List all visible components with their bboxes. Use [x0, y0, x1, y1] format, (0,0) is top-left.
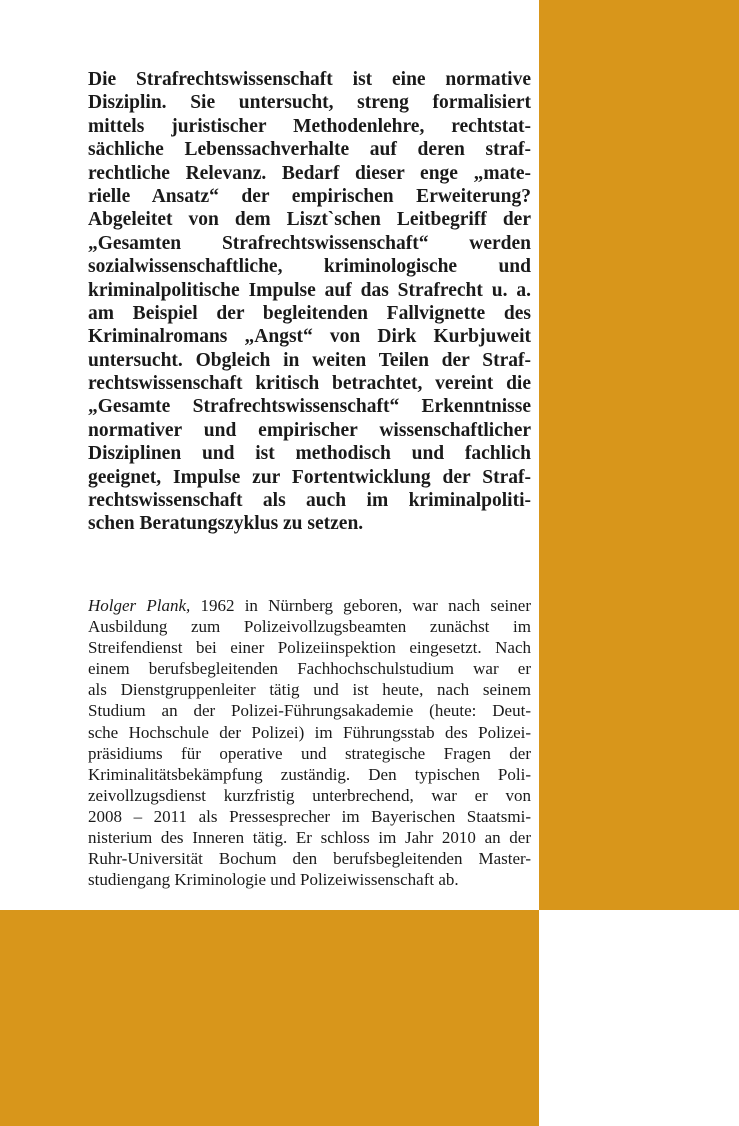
abstract-line: rechtswissenschaft als auch im kriminalpoliti- [88, 490, 531, 512]
bio-line: zeivollzugsdienst kurzfristig unterbrechend, war er von [88, 785, 531, 805]
bio-line: Ausbildung zum Polizeivollzugsbeamten zunächst im [88, 617, 531, 637]
abstract-line: Kriminalromans „Angst“ von Dirk Kurbjuweit [88, 326, 531, 348]
abstract-line: rechtliche Relevanz. Bedarf dieser enge „mate- [88, 162, 531, 184]
bio-line: studiengang Kriminologie und Polizeiwissenschaft ab. [88, 870, 459, 890]
author-bio [88, 595, 531, 890]
abstract-line: „Gesamte Strafrechtswissenschaft“ Erkenntnisse [88, 396, 531, 418]
bio-line: als Dienstgruppenleiter tätig und ist heute, nach seinem [88, 680, 531, 700]
abstract-line: Disziplinen und ist methodisch und fachlich [88, 443, 531, 465]
accent-band-right [539, 0, 739, 910]
abstract-line: am Beispiel der begleitenden Fallvignette des [88, 302, 531, 324]
abstract-line: Disziplin. Sie untersucht, streng formalisiert [88, 92, 531, 114]
abstract-line: „Gesamten Strafrechtswissenschaft“ werden [88, 232, 531, 254]
bio-line: Ruhr-Universität Bochum den berufsbegleitenden Master- [88, 849, 531, 869]
bio-line: Kriminalitätsbekämpfung zuständig. Den typischen Poli- [88, 764, 531, 784]
bio-line: 2008 – 2011 als Pressesprecher im Bayerischen Staatsmi- [88, 806, 531, 826]
abstract-line: Abgeleitet von dem Liszt`schen Leitbegriff der [88, 209, 531, 231]
abstract-line: mittels juristischer Methodenlehre, rechtstat- [88, 115, 531, 137]
abstract-line: sozialwissenschaftliche, kriminologische und [88, 256, 531, 278]
bio-line: sche Hochschule der Polizei) im Führungsstab des Polizei- [88, 722, 531, 742]
abstract-text [88, 68, 531, 536]
bio-line: präsidiums für operative und strategische Fragen der [88, 743, 531, 763]
bio-line: Streifendienst bei einer Polizeiinspektion eingesetzt. Nach [88, 638, 531, 658]
bio-line: Studium an der Polizei-Führungsakademie (heute: Deut- [88, 701, 531, 721]
author-name: Holger Plank, [88, 596, 191, 615]
abstract-line: normativer und empirischer wissenschaftlicher [88, 419, 531, 441]
bio-line: einem berufsbegleitenden Fachhochschulstudium war er [88, 659, 531, 679]
abstract-line: Die Strafrechtswissenschaft ist eine normative [88, 69, 531, 90]
accent-band-bottom [0, 910, 539, 1126]
bio-line: nisterium des Inneren tätig. Er schloss im Jahr 2010 an der [88, 828, 531, 848]
bio-line [88, 595, 531, 616]
abstract-line: rechtswissenschaft kritisch betrachtet, vereint die [88, 373, 531, 395]
abstract-line: kriminalpolitische Impulse auf das Strafrecht u. a. [88, 279, 531, 301]
abstract-line: sächliche Lebenssachverhalte auf deren straf- [88, 139, 531, 161]
bio-first-line: 1962 in Nürnberg geboren, war nach seiner [190, 596, 531, 615]
abstract-line: rielle Ansatz“ der empirischen Erweiterung? [88, 185, 531, 207]
abstract-line: geeignet, Impulse zur Fortentwicklung der Straf- [88, 466, 531, 488]
abstract-line: schen Beratungszyklus zu setzen. [88, 513, 364, 535]
abstract-line: untersucht. Obgleich in weiten Teilen der Straf- [88, 349, 531, 371]
